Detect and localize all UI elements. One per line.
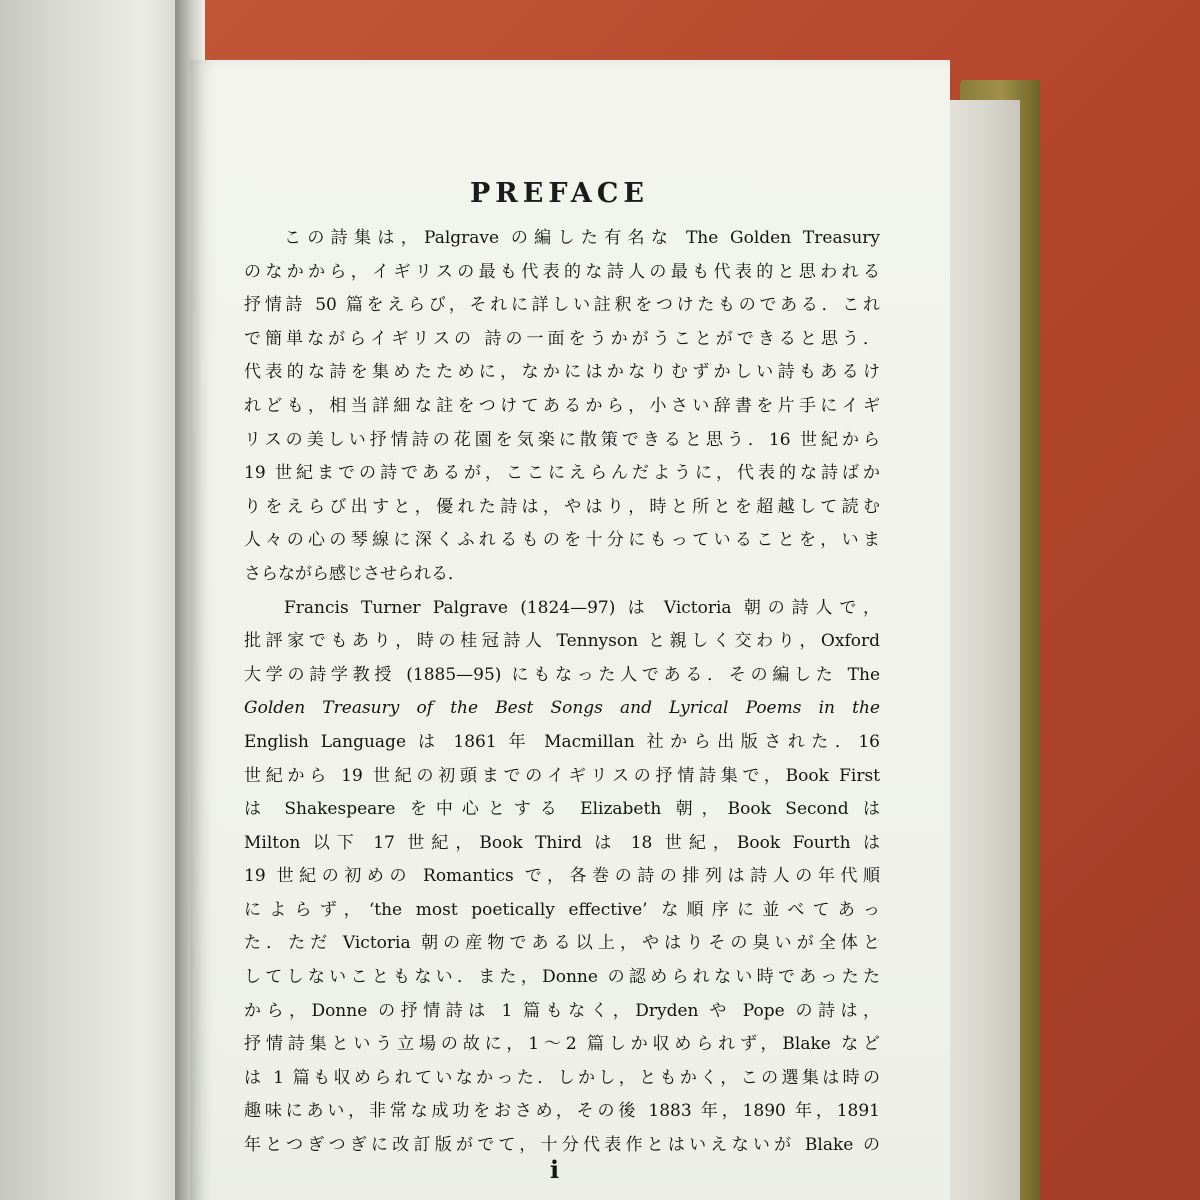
- text-line: は 1 篇も収められていなかった．しかし，ともかく，この選集は時の: [244, 1067, 880, 1088]
- text-line: 19 世紀の初めの Romantics で，各巻の詩の排列は詩人の年代順: [244, 866, 880, 887]
- text-line: してしないこともない．また，Donne の認められない時であったた: [244, 967, 880, 988]
- text-line: Milton 以下 17 世紀，Book Third は 18 世紀，Book Fourth は: [244, 832, 880, 853]
- text-line: のなかから，イギリスの最も代表的な詩人の最も代表的と思われる: [244, 261, 880, 282]
- text-line: 趣味にあい，非常な成功をおさめ，その後 1883 年，1890 年，1891: [244, 1101, 880, 1122]
- page-number: i: [550, 1155, 560, 1184]
- text-line: この詩集は，Palgrave の編した有名な The Golden Treasury: [284, 228, 880, 248]
- page-title: PREFACE: [470, 178, 649, 209]
- left-curled-page: [0, 0, 190, 1200]
- text-line: 年とつぎつぎに改訂版がでて，十分代表作とはいえないが Blake の: [244, 1135, 880, 1156]
- text-line: 世紀から 19 世紀の初頭までのイギリスの抒情詩集で，Book First: [244, 765, 880, 786]
- text-line: さらながら感じさせられる．: [244, 563, 465, 584]
- text-line: 抒情詩集という立場の故に，1〜2 篇しか収められず，Blake など: [244, 1034, 880, 1055]
- text-line: 代表的な詩を集めたために，なかにはかなりむずかしい詩もあるけ: [244, 362, 880, 383]
- text-line: によらず，‘the most poetically effective’ な順序に並べてあっ: [244, 899, 880, 920]
- text-line: た．ただ Victoria 朝の産物である以上，やはりその臭いが全体と: [244, 933, 880, 954]
- text-line: English Language は 1861 年 Macmillan 社から出版された．16: [244, 731, 880, 752]
- text-line: れども，相当詳細な註をつけてあるから，小さい辞書を片手にイギ: [244, 395, 880, 416]
- text-line: りをえらび出すと，優れた詩は，やはり，時と所とを超越して読む: [244, 496, 880, 517]
- text-line: 人々の心の琴線に深くふれるものを十分にもっていることを，いま: [244, 530, 880, 551]
- text-line: 19 世紀までの詩であるが，ここにえらんだように，代表的な詩ばか: [244, 463, 880, 484]
- text-line: で簡単ながらイギリスの 詩の一面をうかがうことができると思う．: [244, 328, 880, 349]
- text-line: 抒情詩 50 篇をえらび，それに詳しい註釈をつけたものである．これ: [244, 295, 880, 316]
- text-line: 批評家でもあり，時の桂冠詩人 Tennyson と親しく交わり，Oxford: [244, 631, 880, 652]
- text-line: から，Donne の抒情詩は 1 篇もなく，Dryden や Pope の詩は，: [244, 1000, 880, 1021]
- text-line: 大学の詩学教授 (1885—95) にもなった人である．その編した The: [244, 664, 880, 685]
- text-line: は Shakespeare を中心とする Elizabeth 朝，Book Second は: [244, 799, 880, 820]
- text-line: リスの美しい抒情詩の花園を気楽に散策できると思う．16 世紀から: [244, 429, 880, 450]
- text-line: Francis Turner Palgrave (1824—97) は Victoria 朝の詩人で，: [284, 597, 880, 618]
- text-line: Golden Treasury of the Best Songs and Lyrical Poems in the: [244, 698, 880, 719]
- preface-body: [244, 222, 880, 1163]
